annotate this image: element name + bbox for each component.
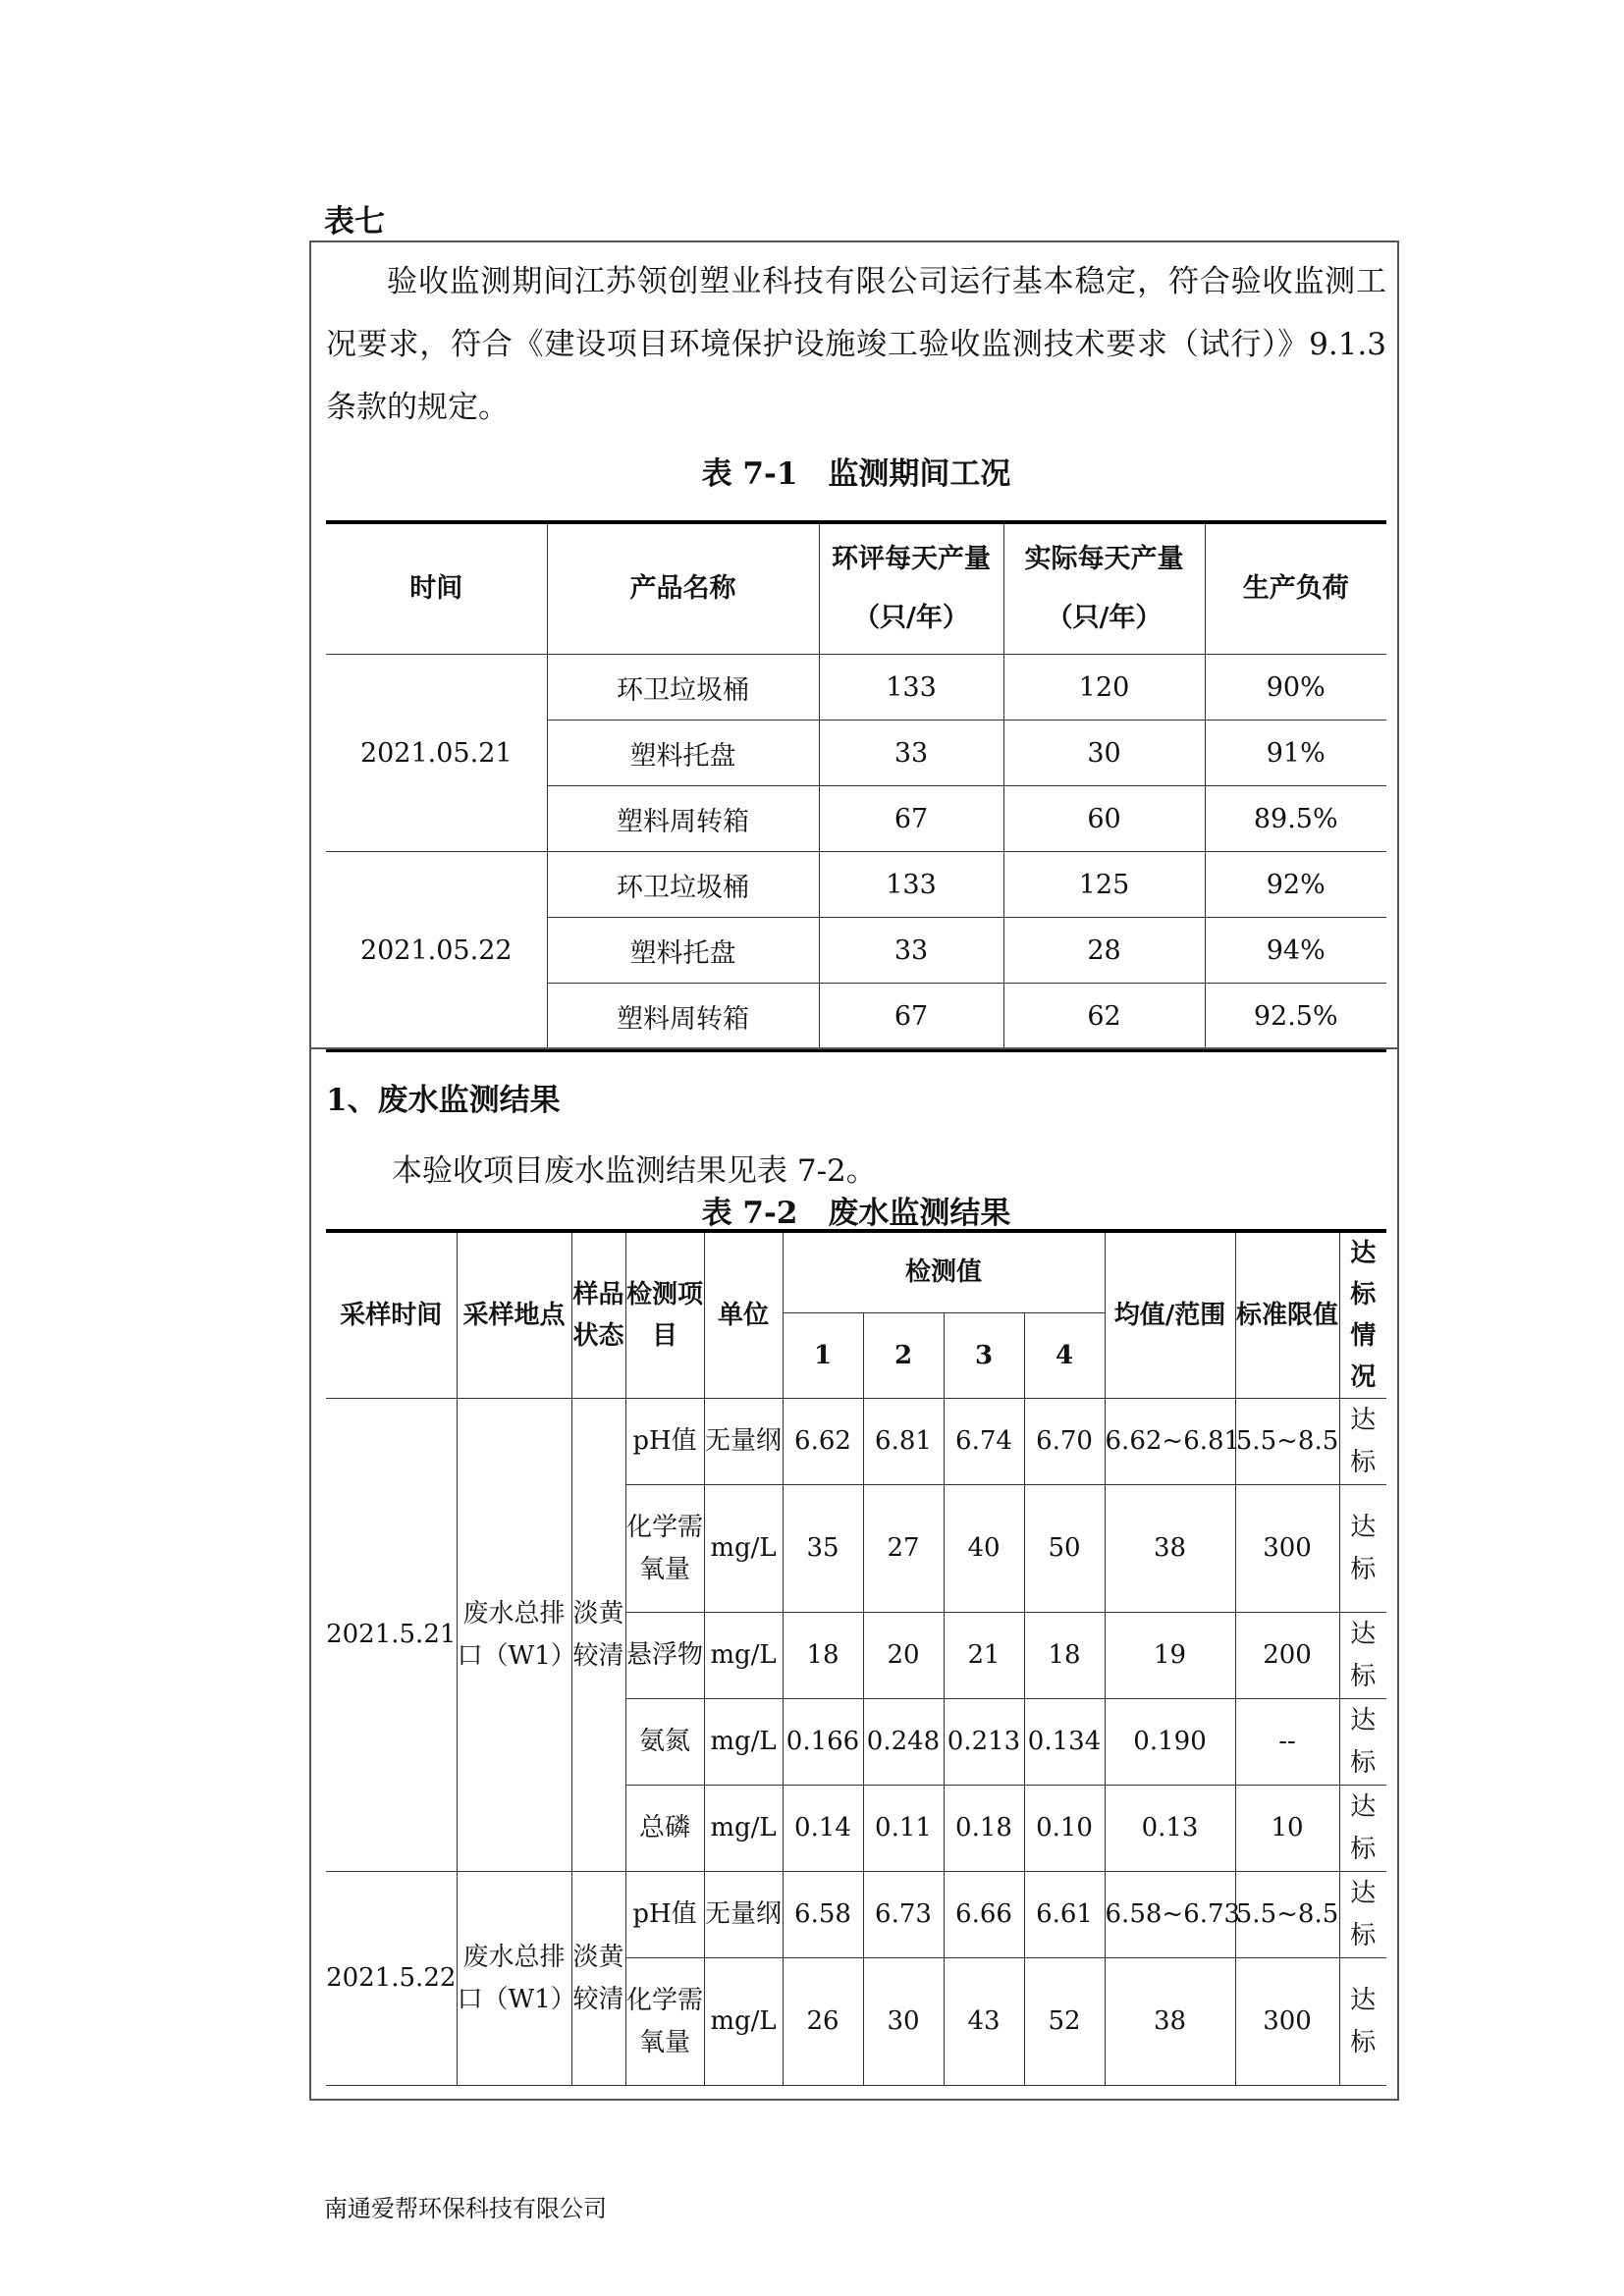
- test-item: 悬浮物: [625, 1613, 704, 1699]
- table1-load: 92%: [1205, 852, 1386, 918]
- table1-planned: 133: [819, 655, 1003, 721]
- compliance-status: 达标: [1339, 1485, 1386, 1613]
- table2-header-row: [326, 1231, 1386, 1312]
- table-row: [326, 1872, 1386, 1958]
- measured-value: 50: [1024, 1485, 1105, 1613]
- measured-value: 0.166: [783, 1699, 863, 1786]
- footer-company: 南通爱帮环保科技有限公司: [324, 2195, 607, 2222]
- table1-header-product: 产品名称: [547, 522, 819, 655]
- measured-value: 35: [783, 1485, 863, 1613]
- table2-header-state: 样品状态: [571, 1231, 625, 1399]
- table1-planned: 133: [819, 852, 1003, 918]
- standard-limit: 5.5~8.5: [1235, 1399, 1339, 1485]
- table2-header-status: 达标情况: [1339, 1231, 1386, 1399]
- compliance-status: 达标: [1339, 1958, 1386, 2086]
- table1-header-time: 时间: [326, 522, 547, 655]
- measured-value: 0.213: [944, 1699, 1024, 1786]
- standard-limit: 300: [1235, 1485, 1339, 1613]
- table2-header-time: 采样时间: [326, 1231, 457, 1399]
- measured-value: 21: [944, 1613, 1024, 1699]
- measured-value: 6.61: [1024, 1872, 1105, 1958]
- table1-product: 塑料周转箱: [547, 786, 819, 852]
- sample-date: 2021.5.22: [326, 1872, 457, 2086]
- table2-header-values: 检测值: [783, 1231, 1105, 1312]
- table1-date: 2021.05.22: [326, 852, 547, 1051]
- measured-value: 0.134: [1024, 1699, 1105, 1786]
- sample-site: 废水总排口（W1）: [457, 1872, 571, 2086]
- mean-range: 0.13: [1105, 1786, 1235, 1872]
- table-row: [326, 655, 1386, 721]
- measured-value: 6.70: [1024, 1399, 1105, 1485]
- measured-value: 6.66: [944, 1872, 1024, 1958]
- measured-value: 30: [863, 1958, 944, 2086]
- wastewater-heading: 1、废水监测结果: [326, 1083, 561, 1118]
- unit: 无量纲: [704, 1872, 783, 1958]
- mean-range: 6.62~6.81: [1105, 1399, 1235, 1485]
- mean-range: 6.58~6.73: [1105, 1872, 1235, 1958]
- wastewater-intro: 本验收项目废水监测结果见表 7-2。: [392, 1153, 877, 1189]
- unit: mg/L: [704, 1958, 783, 2086]
- sample-state: 淡黄较清: [571, 1399, 625, 1872]
- measured-value: 6.73: [863, 1872, 944, 1958]
- table-row: [326, 852, 1386, 918]
- table1-header-load: 生产负荷: [1205, 522, 1386, 655]
- table1-load: 92.5%: [1205, 984, 1386, 1051]
- table1-planned: 67: [819, 984, 1003, 1051]
- compliance-status: 达标: [1339, 1699, 1386, 1786]
- measured-value: 0.11: [863, 1786, 944, 1872]
- table2-header-unit: 单位: [704, 1231, 783, 1399]
- section-label: 表七: [324, 204, 385, 240]
- table2-header-n4: 4: [1024, 1312, 1105, 1398]
- measured-value: 18: [783, 1613, 863, 1699]
- compliance-status: 达标: [1339, 1399, 1386, 1485]
- measured-value: 0.248: [863, 1699, 944, 1786]
- table2-header-n2: 2: [863, 1312, 944, 1398]
- unit: mg/L: [704, 1699, 783, 1786]
- table1-product: 环卫垃圾桶: [547, 655, 819, 721]
- section-divider: [311, 1047, 1397, 1049]
- table1-product: 塑料周转箱: [547, 984, 819, 1051]
- table1-load: 94%: [1205, 918, 1386, 984]
- standard-limit: 10: [1235, 1786, 1339, 1872]
- report-frame: [309, 240, 1399, 2101]
- unit: mg/L: [704, 1613, 783, 1699]
- table1-header-actual: 实际每天产量（只/年）: [1003, 522, 1205, 655]
- table2-header-mean: 均值/范围: [1105, 1231, 1235, 1399]
- table2-caption: 表 7-2 废水监测结果: [701, 1196, 1011, 1231]
- test-item: 氨氮: [625, 1699, 704, 1786]
- mean-range: 0.190: [1105, 1699, 1235, 1786]
- table1-planned: 33: [819, 721, 1003, 786]
- test-item: pH值: [625, 1399, 704, 1485]
- measured-value: 0.18: [944, 1786, 1024, 1872]
- table1-header-planned: 环评每天产量（只/年）: [819, 522, 1003, 655]
- measured-value: 18: [1024, 1613, 1105, 1699]
- table-row: [326, 1399, 1386, 1485]
- table1-date: 2021.05.21: [326, 655, 547, 852]
- measured-value: 40: [944, 1485, 1024, 1613]
- table1-product: 环卫垃圾桶: [547, 852, 819, 918]
- sample-site: 废水总排口（W1）: [457, 1399, 571, 1872]
- sample-state: 淡黄较清: [571, 1872, 625, 2086]
- table1-actual: 28: [1003, 918, 1205, 984]
- table1-product: 塑料托盘: [547, 721, 819, 786]
- table1-caption: 表 7-1 监测期间工况: [701, 456, 1011, 492]
- table1-actual: 60: [1003, 786, 1205, 852]
- test-item: 化学需氧量: [625, 1958, 704, 2086]
- intro-paragraph: 验收监测期间江苏领创塑业科技有限公司运行基本稳定，符合验收监测工况要求，符合《建设项目环境保护设施竣工验收监测技术要求（试行）》9.1.3 条款的规定。: [326, 264, 1386, 425]
- table1-header-row: [326, 522, 1386, 655]
- measured-value: 6.62: [783, 1399, 863, 1485]
- standard-limit: --: [1235, 1699, 1339, 1786]
- compliance-status: 达标: [1339, 1613, 1386, 1699]
- table1-planned: 67: [819, 786, 1003, 852]
- measured-value: 26: [783, 1958, 863, 2086]
- table1-load: 89.5%: [1205, 786, 1386, 852]
- measured-value: 0.14: [783, 1786, 863, 1872]
- table1-load: 90%: [1205, 655, 1386, 721]
- table1-product: 塑料托盘: [547, 918, 819, 984]
- mean-range: 38: [1105, 1485, 1235, 1613]
- table1-actual: 120: [1003, 655, 1205, 721]
- test-item: 总磷: [625, 1786, 704, 1872]
- measured-value: 6.74: [944, 1399, 1024, 1485]
- compliance-status: 达标: [1339, 1872, 1386, 1958]
- standard-limit: 5.5~8.5: [1235, 1872, 1339, 1958]
- measured-value: 6.58: [783, 1872, 863, 1958]
- table1-planned: 33: [819, 918, 1003, 984]
- test-item: 化学需氧量: [625, 1485, 704, 1613]
- table2-header-limit: 标准限值: [1235, 1231, 1339, 1399]
- test-item: pH值: [625, 1872, 704, 1958]
- unit: 无量纲: [704, 1399, 783, 1485]
- measured-value: 20: [863, 1613, 944, 1699]
- compliance-status: 达标: [1339, 1786, 1386, 1872]
- mean-range: 38: [1105, 1958, 1235, 2086]
- table1-actual: 30: [1003, 721, 1205, 786]
- table2-header-site: 采样地点: [457, 1231, 571, 1399]
- mean-range: 19: [1105, 1613, 1235, 1699]
- table2-header-n3: 3: [944, 1312, 1024, 1398]
- table2-header-item: 检测项目: [625, 1231, 704, 1399]
- measured-value: 0.10: [1024, 1786, 1105, 1872]
- standard-limit: 200: [1235, 1613, 1339, 1699]
- unit: mg/L: [704, 1485, 783, 1613]
- unit: mg/L: [704, 1786, 783, 1872]
- standard-limit: 300: [1235, 1958, 1339, 2086]
- table1-load: 91%: [1205, 721, 1386, 786]
- wastewater-results-table: [326, 1229, 1386, 2086]
- table2-header-n1: 1: [783, 1312, 863, 1398]
- measured-value: 27: [863, 1485, 944, 1613]
- table1-actual: 125: [1003, 852, 1205, 918]
- measured-value: 6.81: [863, 1399, 944, 1485]
- measured-value: 43: [944, 1958, 1024, 2086]
- table1-actual: 62: [1003, 984, 1205, 1051]
- measured-value: 52: [1024, 1958, 1105, 2086]
- sample-date: 2021.5.21: [326, 1399, 457, 1872]
- operating-conditions-table: [326, 520, 1386, 1052]
